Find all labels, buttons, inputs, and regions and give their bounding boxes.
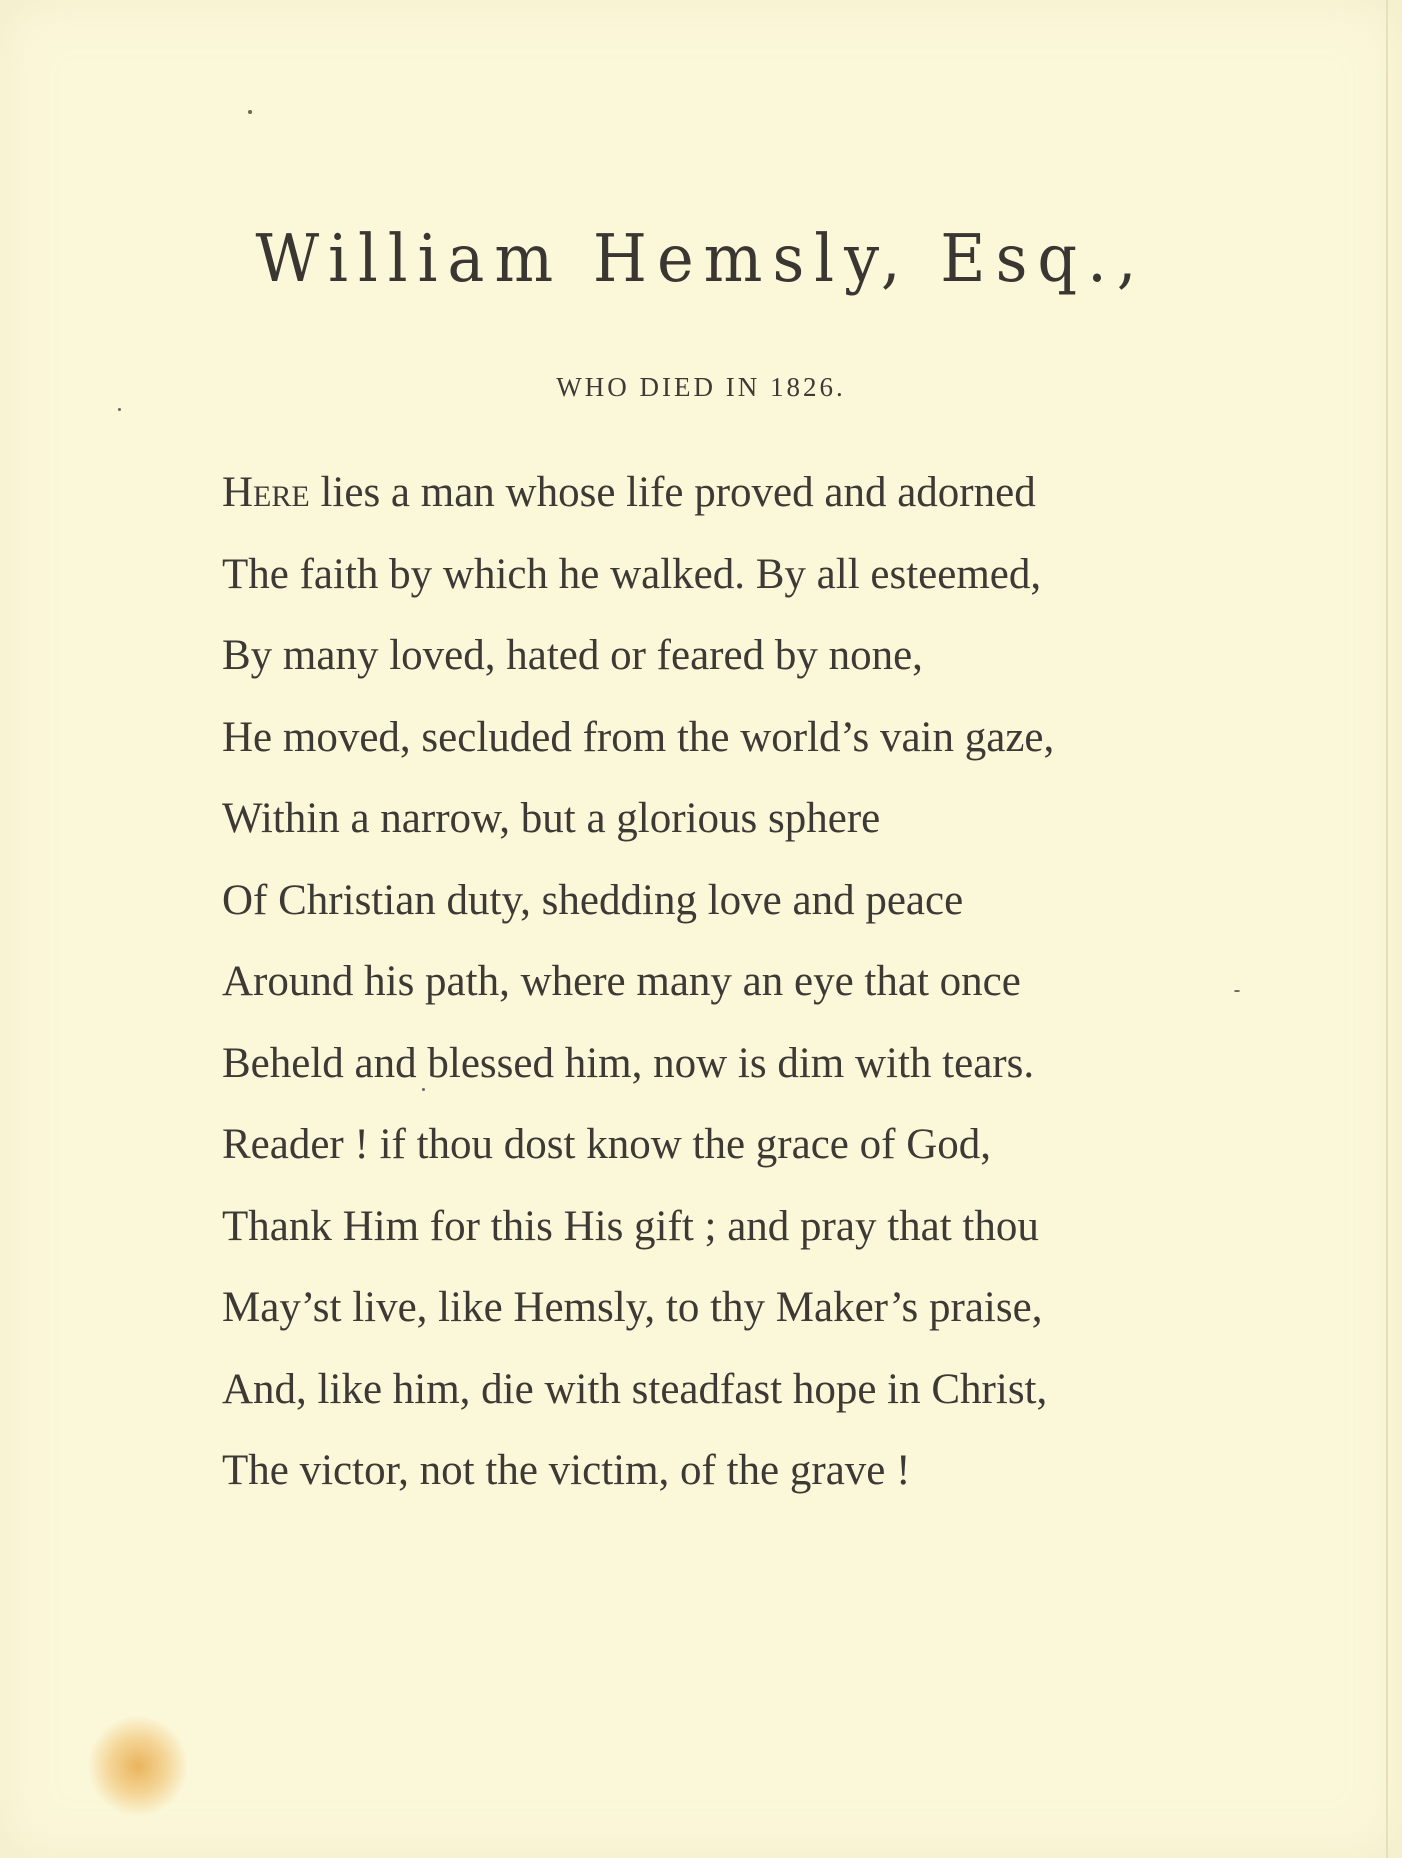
page-title: William Hemsly, Esq.,: [255, 220, 1147, 297]
poem-line: And, like him, die with steadfast hope in Christ,: [222, 1365, 1048, 1413]
ink-speck: [1234, 990, 1240, 992]
poem-line: Reader ! if thou dost know the grace of God,: [222, 1121, 992, 1168]
ink-speck: [422, 1088, 425, 1091]
poem-line: By many loved, hated or feared by none,: [222, 632, 923, 679]
poem-line: May’st live, like Hemsly, to thy Maker’s praise,: [222, 1284, 1043, 1331]
poem: [222, 463, 1362, 1523]
poem-first-line-text: lies a man whose life proved and adorned: [309, 469, 1036, 516]
poem-line: Beheld and blessed him, now is dim with tears.: [222, 1039, 1035, 1087]
page-subtitle: WHO DIED IN 1826.: [556, 372, 846, 402]
poem-line: Around his path, where many an eye that once: [222, 958, 1021, 1005]
ink-speck: [248, 110, 252, 114]
poem-line: Within a narrow, but a glorious sphere: [222, 795, 881, 842]
poem-line: He moved, secluded from the world’s vain gaze,: [222, 713, 1055, 761]
poem-line-1: [222, 463, 1362, 545]
foxing-stain: [88, 1716, 188, 1816]
poem-line: Of Christian duty, shedding love and peace: [222, 876, 964, 924]
ink-speck: [118, 408, 121, 411]
poem-line: Thank Him for this His gift ; and pray that thou: [222, 1202, 1039, 1250]
poem-line: The victor, not the victim, of the grave !: [222, 1447, 911, 1494]
poem-line: The faith by which he walked. By all esteemed,: [222, 550, 1042, 598]
poem-first-word: Here: [222, 469, 310, 516]
